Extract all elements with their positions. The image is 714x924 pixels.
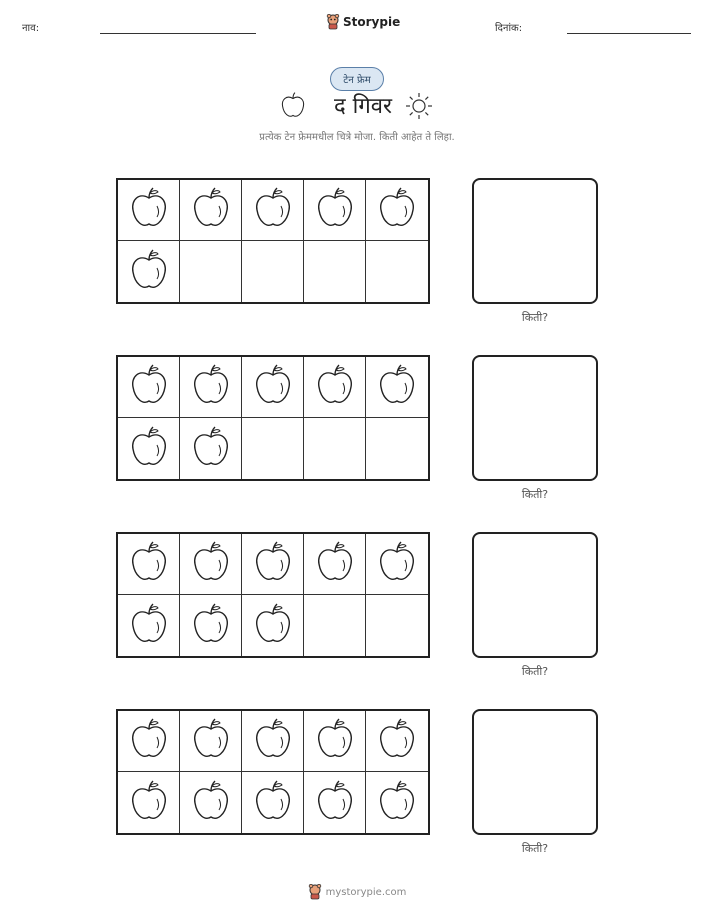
ten-frame-2 [116,355,430,481]
apple-icon [129,425,169,473]
frame-cell [366,711,428,772]
answer-prompt-4: किती? [521,842,549,855]
apple-icon [280,90,306,120]
answer-prompt-3: किती? [521,665,549,678]
apple-icon [129,717,169,765]
page-title: द गिवर [334,94,392,119]
date-field[interactable] [567,33,691,34]
apple-icon [315,717,355,765]
frame-cell [242,595,304,656]
apple-icon [315,540,355,588]
frame-cell [304,534,366,595]
frame-cell [366,357,428,418]
date-label: दिनांक: [495,23,523,34]
name-field[interactable] [100,33,256,34]
brand-logo [326,14,400,30]
apple-icon [129,540,169,588]
frame-cell [366,418,428,479]
frame-cell [118,711,180,772]
apple-icon [129,248,169,296]
title-row [0,88,714,128]
apple-icon [315,779,355,827]
answer-prompt-2: किती? [521,488,549,501]
apple-icon [253,186,293,234]
frame-cell [180,241,242,302]
frame-cell [304,418,366,479]
apple-icon [253,717,293,765]
frame-cell [366,772,428,833]
apple-icon [315,363,355,411]
frame-cell [180,772,242,833]
apple-icon [377,186,417,234]
footer-url: mystorypie.com [325,886,407,898]
frame-cell [242,711,304,772]
apple-icon [129,363,169,411]
frame-cell [118,418,180,479]
frame-cell [118,180,180,241]
frame-cell [180,711,242,772]
frame-cell [180,180,242,241]
frame-cell [118,595,180,656]
apple-icon [129,779,169,827]
frame-cell [366,534,428,595]
brand-name: Storypie [343,15,401,29]
frame-cell [118,357,180,418]
frame-cell [304,711,366,772]
apple-icon [191,425,231,473]
apple-icon [315,186,355,234]
frame-cell [366,241,428,302]
apple-icon [377,717,417,765]
apple-icon [191,186,231,234]
frame-cell [304,180,366,241]
apple-icon [191,363,231,411]
frame-cell [242,772,304,833]
apple-icon [377,363,417,411]
frame-cell [304,772,366,833]
apple-icon [191,540,231,588]
frame-cell [242,180,304,241]
frame-cell [118,772,180,833]
ten-frame-3 [116,532,430,658]
frame-cell [366,595,428,656]
apple-icon [191,779,231,827]
apple-icon [253,602,293,650]
apple-icon [129,186,169,234]
answer-box-3[interactable] [472,532,598,658]
answer-box-2[interactable] [472,355,598,481]
sun-icon [404,91,434,121]
ten-frame-1 [116,178,430,304]
worksheet-type-badge: टेन फ्रेम [330,67,384,91]
frame-cell [180,595,242,656]
footer [0,884,714,900]
apple-icon [129,602,169,650]
frame-cell [304,595,366,656]
frame-cell [242,357,304,418]
apple-icon [253,540,293,588]
apple-icon [377,540,417,588]
frame-cell [118,534,180,595]
frame-cell [180,418,242,479]
apple-icon [191,602,231,650]
frame-cell [118,241,180,302]
apple-icon [253,779,293,827]
apple-icon [253,363,293,411]
answer-box-4[interactable] [472,709,598,835]
answer-box-1[interactable] [472,178,598,304]
storypie-mascot-icon [326,14,340,30]
storypie-mascot-icon [308,884,322,900]
apple-icon [191,717,231,765]
ten-frame-4 [116,709,430,835]
frame-cell [180,534,242,595]
frame-cell [242,418,304,479]
frame-cell [242,241,304,302]
header-row [0,14,714,44]
frame-cell [180,357,242,418]
frame-cell [304,241,366,302]
frame-cell [242,534,304,595]
frame-cell [304,357,366,418]
answer-prompt-1: किती? [521,311,549,324]
name-label: नाव: [22,23,40,34]
apple-icon [377,779,417,827]
frame-cell [366,180,428,241]
instruction-text: प्रत्येक टेन फ्रेममधील चित्रे मोजा. किती आहेत ते लिहा. [259,132,455,143]
